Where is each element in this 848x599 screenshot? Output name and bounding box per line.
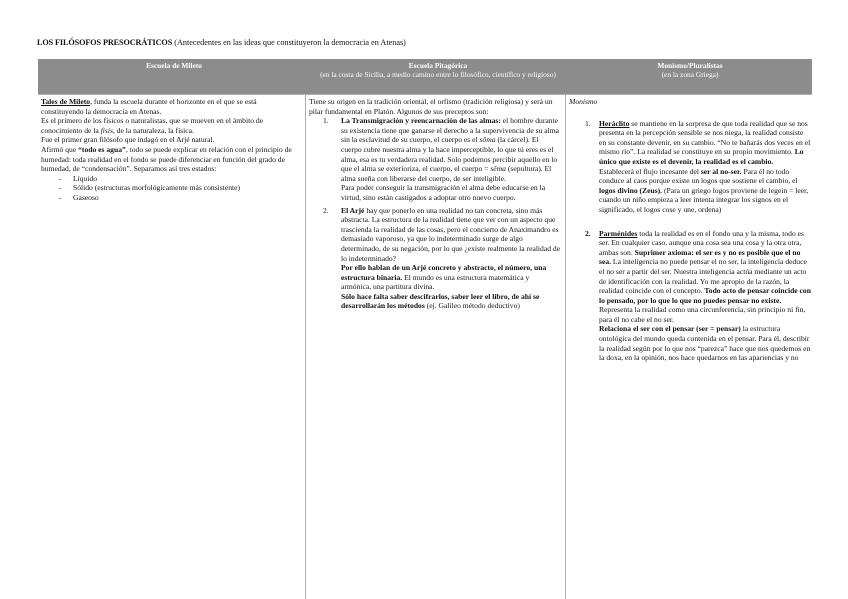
parmenides-bold: Suprimer axioma: el ser es y no es posible que el no sea.	[599, 247, 801, 267]
header-monismo	[568, 61, 812, 79]
precept-bold: Por ello hablan de un Arjé concreto y abstracto, el número, una estructura binaria.	[341, 263, 547, 282]
physics-text-end: , de la naturaleza, la física.	[112, 125, 194, 135]
thales-name: Tales de Mileto	[41, 97, 91, 106]
header-monismo-sub: (en la zona Griega)	[661, 70, 719, 80]
parmenides-text: Representa la realidad como una circunferencia, sin principio ni fin, para él no cabe el no ser.	[599, 305, 806, 324]
heraclito-name: Heráclito	[599, 118, 630, 128]
list-item	[309, 116, 561, 202]
precept-text: (la cárcel). El cuerpo cubre nuestra alma y la hace imperceptible, lo que tú eres es el alma, esa es tu verdadera realidad. Solo podemos percibir aquello en lo que el alma se exterioriza, el cuerpo, el cuerpo =	[341, 135, 558, 174]
parmenides-name: Parménides	[599, 228, 638, 238]
states-list	[41, 174, 300, 203]
arje-paragraph: Fue el primer gran filósofo que indagó en el Arjé natural.	[41, 135, 215, 145]
precept-text: (sepultura). El alma sueña con liberarse del cuerpo, de ser inteligible.	[341, 164, 552, 183]
parmenides-text: La inteligencia no puede pensar el no ser, la inteligencia deduce el no ser a partir del ser. Nuestra inteligencia actúa mediante un acto de identificación con la realidad. Yo me apropio de la razón, la realidad coincide con el concepto.	[599, 257, 807, 296]
precept-bold: Sólo hace falta saber descifrarlos, saber leer el libro, de ahí se desarrollarán los métodos	[341, 291, 540, 311]
item-number: 2.	[323, 205, 329, 215]
fisis-term: fisis	[100, 125, 113, 135]
heraclito-bold: logos divino (Zeus).	[599, 185, 663, 195]
heraclito-bold: ser al no-ser.	[700, 166, 742, 176]
precept-paragraph: Para poder conseguir la transmigración el alma debe educarse en la virtud, sino están castigados a adoptar otro nuevo cuerpo.	[341, 183, 546, 202]
precept-text: hay que ponerlo en una realidad no tan concreta, sino más abstracta. La estructura de la realidad tiene que ver con un aspecto que trascienda la realidad de las cosas, pero el concierto de Anaximandro es demasiado vaporoso, ya que lo indeterminado surge de algo determinado, de su negación, por lo que ¿existe realmente la realidad de lo indeterminado?	[341, 205, 561, 263]
list-item	[309, 206, 561, 312]
column-mileto	[41, 97, 300, 203]
water-quote: “todo es agua”	[78, 144, 126, 154]
thales-paragraph	[41, 97, 300, 116]
column-divider	[565, 94, 566, 599]
title-rest: (Antecedentes en las ideas que constituyeron la democracia en Atenas)	[172, 38, 406, 47]
column-monismo	[569, 97, 811, 363]
header-pitagorica-sub: (en la costa de Sicilia, a medio camino entre lo filosófico, científico y religioso)	[320, 70, 556, 80]
list-item: - Líquido	[59, 174, 300, 184]
thales-text: , funda la escuela durante el horizonte en el que se está constituyendo la democracia en Atenas.	[41, 97, 257, 116]
parmenides-bold: Relaciona el ser con el pensar (ser = pensar)	[599, 324, 741, 334]
philosophers-table	[38, 59, 812, 599]
item-number: 1.	[585, 118, 591, 128]
header-mileto	[38, 61, 310, 70]
parmenides-bold: Todo acto de pensar coincide con lo pensado, por lo que lo que no puedes pensar no existe.	[599, 286, 811, 305]
parmenides-text: toda la realidad es en el fondo una y la misma, todo es ser. En cualquier caso, aunque una cosa sea una cosa y la otra otra, ambas son.	[599, 228, 804, 257]
column-pitagorica	[309, 97, 561, 311]
list-item	[569, 229, 811, 363]
physics-paragraph	[41, 116, 300, 135]
soma-term: sôma	[479, 135, 496, 145]
sema-term: sêma	[490, 164, 506, 174]
header-mileto-title: Escuela de Mileto	[146, 61, 202, 70]
item-number: 1.	[323, 116, 329, 126]
list-item	[569, 119, 811, 215]
water-paragraph	[41, 145, 300, 174]
precept-heading: La Transmigración y reencarnación de las almas:	[341, 116, 501, 126]
header-divider	[38, 94, 812, 95]
physics-text: Es el primero de los físicos o naturalistas, que se mueven en el ámbito de conocimiento de la	[41, 116, 264, 135]
column-divider	[305, 94, 306, 599]
precepts-list	[309, 116, 561, 311]
list-item: - Sólido (estructuras morfológicamente más consistente)	[59, 183, 300, 193]
header-pitagorica	[305, 61, 571, 79]
heraclito-bold: Lo único que existe es el devenir, la realidad es el cambio.	[599, 147, 804, 166]
item-number: 2.	[585, 228, 591, 238]
pitagorica-intro: Tiene su origen en la tradición oriental, el orfismo (tradición religiosa) y será un pilar fundamental en Platón. Algunos de sus preceptos son:	[309, 97, 553, 116]
document-title	[37, 38, 406, 47]
header-monismo-title: Monismo/Pluralistas	[657, 61, 723, 70]
philosophers-list	[569, 119, 811, 363]
precept-text: El mundo es una estructura matemática y armónica, una partitura divina.	[341, 272, 530, 292]
heraclito-text: Para él no todo conduce al caos porque existe un logos que sostiene el cambio, el	[599, 166, 798, 186]
header-pitagorica-title: Escuela Pitagórica	[408, 61, 468, 70]
precept-text: (ej. Galileo método deductivo)	[424, 301, 520, 311]
title-bold: LOS FILÓSOFOS PRESOCRÁTICOS	[37, 38, 173, 47]
parmenides-text: la estructura ontológica del mundo queda contenida en el pensar. Para él, describir la realidad según por lo que nos “parezca” hace que nos quedemos en la doxa, en la opinión, nos hace quedarnos en las apariencias y no	[599, 324, 811, 363]
heraclito-text: (Para un griego logos proviene de legein = leer, cuando un niño empieza a leer intenta integrar los signos en el significado, el logos cose y une, ordena)	[599, 185, 809, 214]
monismo-label: Monismo	[569, 97, 598, 106]
heraclito-text: se mantiene en la sorpresa de que toda realidad que se nos presenta en la percepción sensible se nos niega, la realidad consiste en su constante devenir, en su cambio. “No te bañarás dos veces en el mismo río”. La realidad se constituye en su propio movimiento.	[599, 118, 811, 157]
heraclito-text: Establecerá el flujo incesante del	[599, 166, 701, 176]
list-item: - Gaseoso	[59, 193, 300, 203]
water-text-a: Afirmó que	[41, 144, 79, 154]
precept-heading: El Arjé	[341, 205, 365, 215]
precept-text: el hombre durante su existencia tiene que ganarse el derecho a la supervivencia de su alma sin la esclavitud de su cuerpo, el cuerpo es el	[341, 116, 560, 145]
water-text-c: , todo se puede explicar en relación con el principio de humedad: toda realidad en el fondo se puede diferenciar en función del grado de humedad, de “condensación”. Separamos así tres estados:	[41, 144, 292, 174]
table-header-row	[38, 59, 812, 94]
